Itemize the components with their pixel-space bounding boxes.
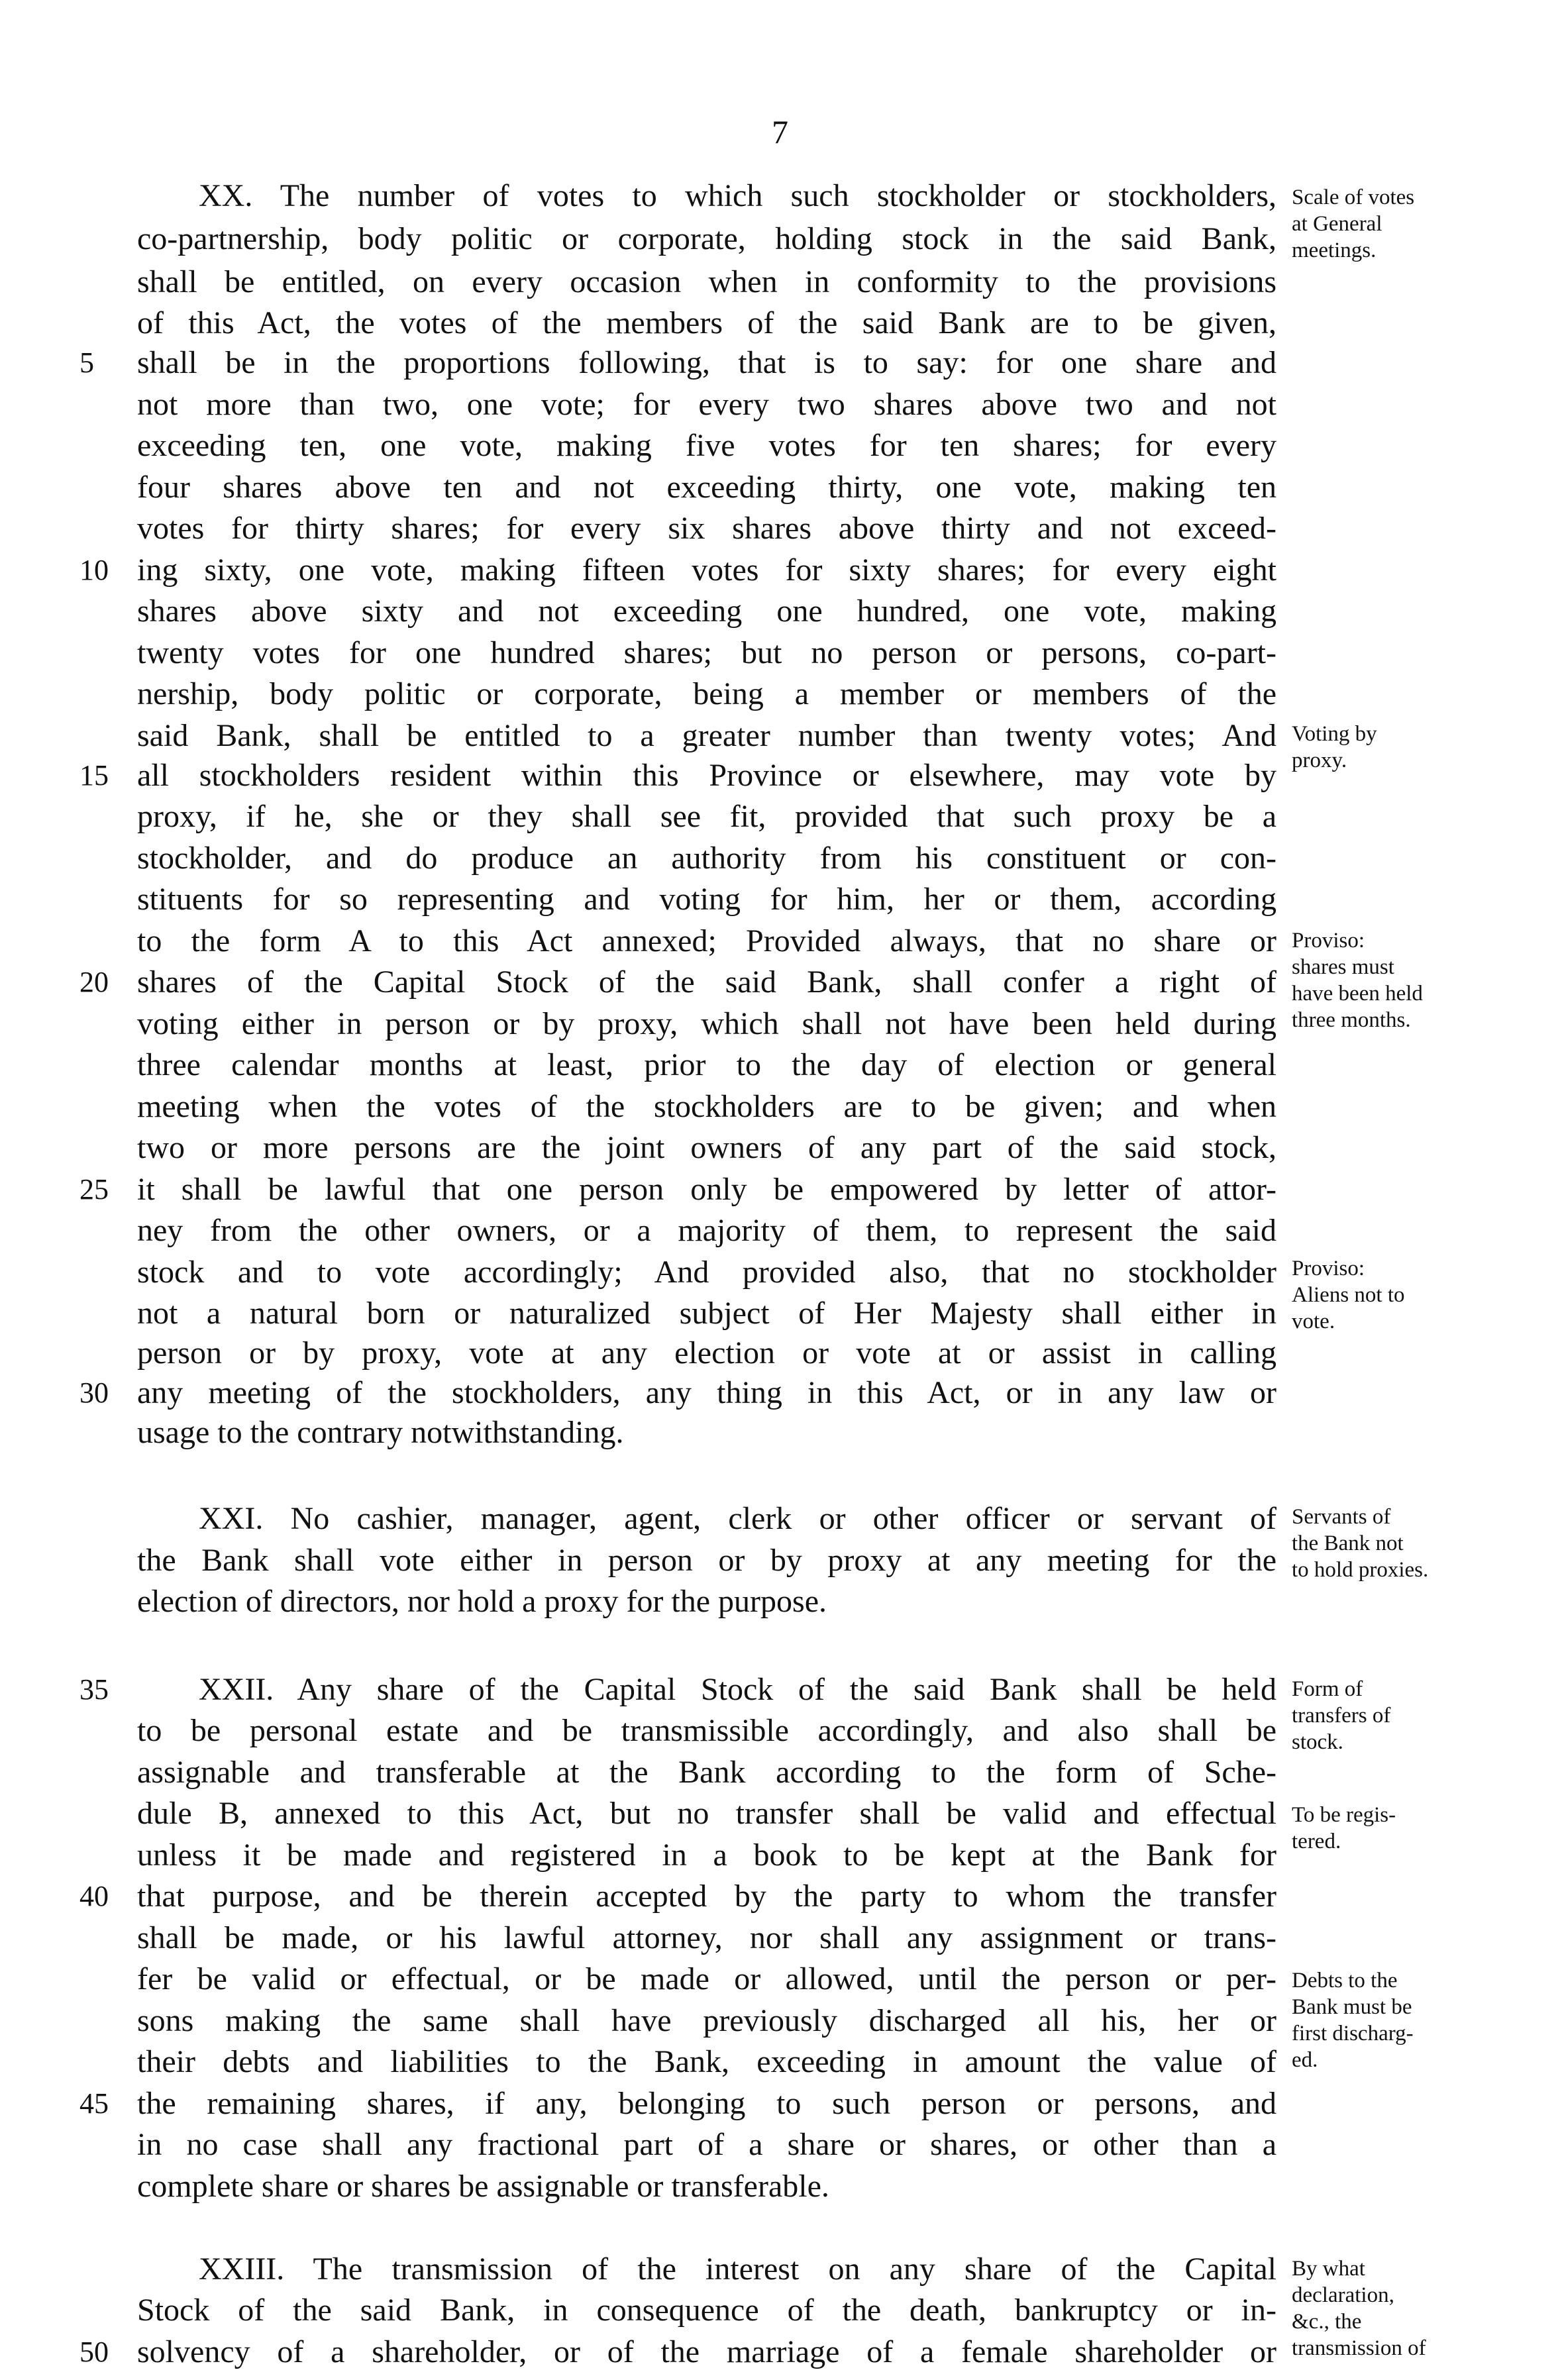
body-line: four shares above ten and not exceeding thirty, one vote, making ten [137, 470, 1276, 505]
body-line: XXIII. The transmission of the interest on any share of the Capital [199, 2251, 1276, 2287]
body-line: not more than two, one vote; for every two shares above two and not [137, 387, 1276, 422]
body-line: solvency of a shareholder, or of the marriage of a female shareholder or [137, 2334, 1276, 2369]
margin-note: the Bank not [1292, 1531, 1404, 1555]
margin-note: Proviso: [1292, 1257, 1365, 1280]
margin-note: declaration, [1292, 2283, 1394, 2307]
body-line: XX. The number of votes to which such stockholder or stockholders, [199, 178, 1276, 213]
margin-note: By what [1292, 2257, 1365, 2281]
body-line: sons making the same shall have previously discharged all his, her or [137, 2003, 1276, 2038]
margin-note: Bank must be [1292, 1995, 1412, 2019]
margin-note: Form of [1292, 1677, 1363, 1701]
body-line: shares of the Capital Stock of the said Bank, shall confer a right of [137, 964, 1276, 1000]
margin-note: transfers of [1292, 1704, 1391, 1728]
margin-note: shares must [1292, 955, 1394, 979]
body-line: nership, body politic or corporate, being a member or members of the [137, 676, 1276, 711]
margin-note: have been held [1292, 982, 1423, 1006]
body-line: the remaining shares, if any, belonging to such person or persons, and [137, 2086, 1276, 2121]
margin-note: Servants of [1292, 1505, 1391, 1529]
margin-note: proxy. [1292, 749, 1347, 772]
body-line: all stockholders resident within this Province or elsewhere, may vote by [137, 758, 1276, 793]
margin-note: to hold proxies. [1292, 1558, 1429, 1582]
line-number: 5 [79, 346, 94, 379]
body-line: to the form A to this Act annexed; Provided always, that no share or [137, 923, 1276, 958]
body-line: twenty votes for one hundred shares; but no person or persons, co-part- [137, 635, 1276, 670]
body-line: proxy, if he, she or they shall see fit, provided that such proxy be a [137, 799, 1276, 834]
body-line: the Bank shall vote either in person or by proxy at any meeting for the [137, 1543, 1276, 1578]
line-number: 50 [79, 2336, 109, 2368]
body-line: stock and to vote accordingly; And provided also, that no stockholder [137, 1255, 1276, 1290]
body-line: to be personal estate and be transmissible accordingly, and also shall be [137, 1713, 1276, 1748]
body-line: XXII. Any share of the Capital Stock of the said Bank shall be held [199, 1672, 1276, 1707]
body-line: Stock of the said Bank, in consequence of the death, bankruptcy or in- [137, 2293, 1276, 2328]
margin-note: meetings. [1292, 238, 1377, 262]
margin-note: three months. [1292, 1008, 1411, 1032]
body-line: election of directors, nor hold a proxy for the purpose. [137, 1584, 827, 1619]
body-line: shall be in the proportions following, that is to say: for one share and [137, 345, 1276, 380]
margin-note: &c., the [1292, 2310, 1362, 2334]
body-line: two or more persons are the joint owners of any part of the said stock, [137, 1130, 1276, 1165]
margin-note: transmission of [1292, 2336, 1426, 2360]
body-line: XXI. No cashier, manager, agent, clerk or other officer or servant of [199, 1501, 1276, 1536]
margin-note: first discharg- [1292, 2022, 1414, 2045]
margin-note: stock. [1292, 1730, 1343, 1754]
body-line: voting either in person or by proxy, which shall not have been held during [137, 1006, 1276, 1041]
body-line: fer be valid or effectual, or be made or allowed, until the person or per- [137, 1961, 1276, 1996]
body-line: ing sixty, one vote, making fifteen votes for sixty shares; for every eight [137, 552, 1276, 588]
line-number: 35 [79, 1673, 109, 1706]
body-line: shares above sixty and not exceeding one hundred, one vote, making [137, 594, 1276, 629]
line-number: 25 [79, 1173, 109, 1206]
margin-note: ed. [1292, 2048, 1318, 2072]
margin-note: Scale of votes [1292, 185, 1415, 209]
body-line: ney from the other owners, or a majority of them, to represent the said [137, 1213, 1276, 1248]
body-line: any meeting of the stockholders, any thing in this Act, or in any law or [137, 1375, 1276, 1410]
body-line: complete share or shares be assignable or transferable. [137, 2169, 829, 2204]
margin-note: at General [1292, 212, 1382, 236]
line-number: 10 [79, 554, 109, 586]
margin-note: vote. [1292, 1310, 1335, 1333]
line-number: 40 [79, 1880, 109, 1912]
body-line: that purpose, and be therein accepted by the party to whom the transfer [137, 1879, 1276, 1914]
body-line: votes for thirty shares; for every six shares above thirty and not exceed- [137, 511, 1276, 546]
body-line: person or by proxy, vote at any election or vote at or assist in calling [137, 1335, 1276, 1371]
body-line: three calendar months at least, prior to the day of election or general [137, 1047, 1276, 1082]
body-line: said Bank, shall be entitled to a greater number than twenty votes; And [137, 718, 1276, 753]
body-line: not a natural born or naturalized subject of Her Majesty shall either in [137, 1296, 1276, 1331]
body-line: co-partnership, body politic or corporate, holding stock in the said Bank, [137, 221, 1276, 256]
line-number: 20 [79, 966, 109, 998]
margin-note: Voting by [1292, 722, 1377, 746]
body-line: exceeding ten, one vote, making five votes for ten shares; for every [137, 428, 1276, 463]
margin-note: To be regis- [1292, 1803, 1396, 1827]
body-line: assignable and transferable at the Bank according to the form of Sche- [137, 1755, 1276, 1790]
body-line: in no case shall any fractional part of a share or shares, or other than a [137, 2127, 1276, 2162]
body-line: it shall be lawful that one person only be empowered by letter of attor- [137, 1172, 1276, 1207]
line-number: 30 [79, 1376, 109, 1409]
body-line: dule B, annexed to this Act, but no transfer shall be valid and effectual [137, 1796, 1276, 1831]
body-line: shall be entitled, on every occasion when in conformity to the provisions [137, 264, 1276, 299]
line-number: 45 [79, 2087, 109, 2120]
margin-note: tered. [1292, 1830, 1341, 1853]
body-line: stituents for so representing and voting for him, her or them, according [137, 882, 1276, 917]
body-line: unless it be made and registered in a book to be kept at the Bank for [137, 1837, 1276, 1873]
body-line: their debts and liabilities to the Bank, exceeding in amount the value of [137, 2044, 1276, 2079]
body-line: of this Act, the votes of the members of the said Bank are to be given, [137, 305, 1276, 340]
margin-note: Debts to the [1292, 1969, 1398, 1992]
body-line: stockholder, and do produce an authority from his constituent or con- [137, 841, 1276, 876]
line-number: 15 [79, 759, 109, 792]
body-line: usage to the contrary notwithstanding. [137, 1415, 624, 1450]
margin-note: Aliens not to [1292, 1283, 1405, 1307]
margin-note: Proviso: [1292, 929, 1365, 953]
body-line: shall be made, or his lawful attorney, nor shall any assignment or trans- [137, 1920, 1276, 1955]
body-line: meeting when the votes of the stockholders are to be given; and when [137, 1089, 1276, 1124]
page-number: 7 [772, 113, 788, 150]
